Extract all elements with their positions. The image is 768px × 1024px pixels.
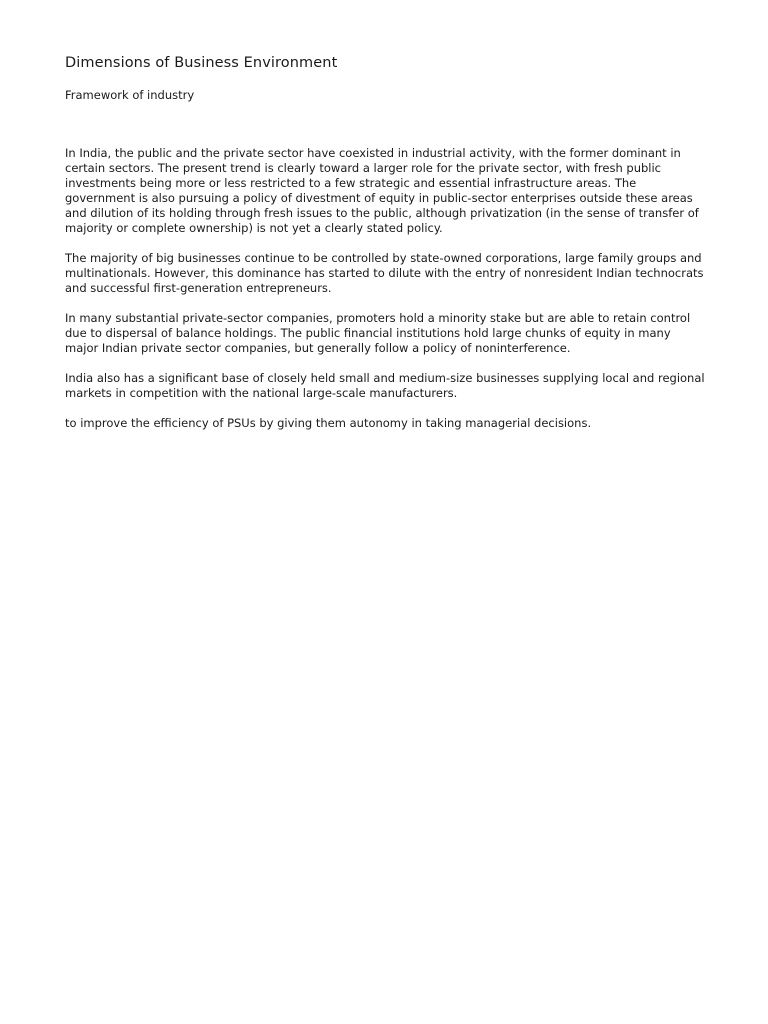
paragraph-public-private-sector: In India, the public and the private sector have coexisted in industrial activity, with the former dominant in certain sectors. The present trend is clearly toward a larger role for the private sector, with fresh public investments being more or less restricted to a few strategic and essential infrastructure areas. The government is also pursuing a policy of divestment of equity in public-sector enterprises outside these areas and dilution of its holding through fresh issues to the public, although privatization (in the sense of transfer of majority or complete ownership) is not yet a clearly stated policy. bbox=[65, 146, 699, 235]
paragraph-small-medium-businesses: India also has a significant base of closely held small and medium-size businesses supplying local and regional markets in competition with the national large-scale manufacturers. bbox=[65, 371, 705, 400]
paragraph-private-sector-promoters: In many substantial private-sector companies, promoters hold a minority stake but are able to retain control due to dispersal of balance holdings. The public financial institutions hold large chunks of equity in many major Indian private sector companies, but generally follow a policy of noninterference. bbox=[65, 311, 691, 355]
document-subtitle: Framework of industry bbox=[65, 88, 195, 102]
paragraph-big-businesses: The majority of big businesses continue to be controlled by state-owned corporations, large family groups and multinationals. However, this dominance has started to dilute with the entry of nonresident Indian technocrats and successful first-generation entrepreneurs. bbox=[65, 251, 704, 295]
document-page bbox=[65, 55, 705, 446]
paragraph-psu-efficiency: to improve the efficiency of PSUs by giving them autonomy in taking managerial decisions. bbox=[65, 416, 592, 430]
document-title: Dimensions of Business Environment bbox=[65, 55, 338, 71]
